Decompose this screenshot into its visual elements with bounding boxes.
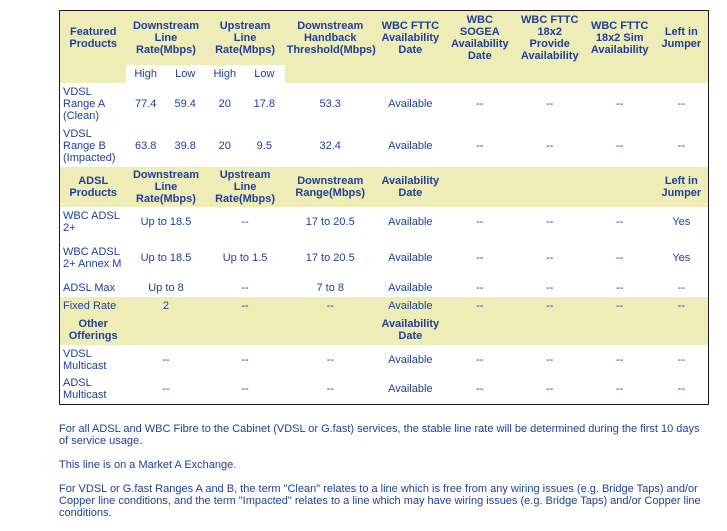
- availability-table: [59, 10, 709, 405]
- table-cell: --: [585, 279, 655, 297]
- table-cell: --: [515, 297, 585, 315]
- clean-impacted-note: For VDSL or G.fast Ranges A and B, the term "Clean" relates to a line which is free from any wiring issues (e.g. Bridge Taps) and/or Copper line conditions, and the term "Impacted" relates to a line which may have wiring issues (e.g. Bridge Taps) and/or Copper line conditions.: [59, 483, 701, 519]
- featured-products-header: Featured Products: [60, 11, 127, 65]
- table-cell: --: [585, 297, 655, 315]
- market-exchange-note: This line is on a Market A Exchange.: [59, 459, 237, 471]
- table-cell: --: [285, 297, 376, 315]
- table-cell: --: [515, 279, 585, 297]
- table-cell: --: [585, 207, 655, 237]
- table-row: [60, 125, 709, 167]
- adsl-header-row: [60, 167, 709, 207]
- table-cell: Available: [376, 125, 445, 167]
- table-cell: --: [515, 345, 585, 375]
- table-cell: 77.4: [126, 83, 165, 125]
- table-cell: 9.5: [244, 125, 285, 167]
- table-cell: 20: [206, 125, 245, 167]
- table-cell: --: [515, 237, 585, 279]
- product-name: WBC ADSL 2+: [60, 207, 127, 237]
- table-row: [60, 345, 709, 375]
- table-cell: Available: [376, 83, 445, 125]
- table-row: [60, 83, 709, 125]
- table-cell: --: [585, 125, 655, 167]
- product-name: VDSL Multicast: [60, 345, 127, 375]
- table-cell: --: [445, 237, 515, 279]
- table-cell: 17 to 20.5: [285, 207, 376, 237]
- table-cell: --: [445, 297, 515, 315]
- table-cell: 53.3: [285, 83, 376, 125]
- table-cell: 63.8: [126, 125, 165, 167]
- table-cell: --: [445, 207, 515, 237]
- table-cell: --: [515, 375, 585, 405]
- table-cell: Yes: [655, 207, 709, 237]
- table-cell: --: [445, 279, 515, 297]
- table-cell: --: [655, 279, 709, 297]
- table-cell: --: [585, 345, 655, 375]
- adsl-upstream-header: Upstream Line Rate(Mbps): [206, 167, 285, 207]
- table-cell: --: [515, 83, 585, 125]
- product-name: Fixed Rate: [60, 297, 127, 315]
- product-name: ADSL Max: [60, 279, 127, 297]
- table-cell: 39.8: [165, 125, 206, 167]
- table-cell: Up to 8: [126, 279, 205, 297]
- table-cell: Up to 18.5: [126, 207, 205, 237]
- table-row: [60, 375, 709, 405]
- table-cell: Available: [376, 297, 445, 315]
- other-header-row: [60, 315, 709, 345]
- table-cell: --: [515, 207, 585, 237]
- notes-section: [59, 423, 709, 531]
- stable-line-rate-note: For all ADSL and WBC Fibre to the Cabinet (VDSL or G.fast) services, the stable line rate will be determined during the first 10 days of service usage.: [59, 423, 700, 447]
- table-cell: --: [655, 375, 709, 405]
- table-cell: --: [445, 345, 515, 375]
- adsl-jumper-header: Left in Jumper: [655, 167, 709, 207]
- table-cell: Available: [376, 279, 445, 297]
- upstream-line-rate-header: Upstream Line Rate(Mbps): [206, 11, 285, 65]
- table-cell: --: [126, 345, 205, 375]
- table-cell: Available: [376, 345, 445, 375]
- table-cell: --: [585, 375, 655, 405]
- product-name: VDSL Range A (Clean): [60, 83, 127, 125]
- table-cell: 7 to 8: [285, 279, 376, 297]
- table-cell: Up to 18.5: [126, 237, 205, 279]
- table-cell: 2: [126, 297, 205, 315]
- table-cell: --: [206, 297, 285, 315]
- table-row: [60, 297, 709, 315]
- wbc-fttc-18x2-header: WBC FTTC 18x2 Provide Availability: [515, 11, 585, 65]
- left-in-jumper-header: Left in Jumper: [655, 11, 709, 65]
- table-cell: --: [655, 345, 709, 375]
- table-cell: --: [445, 375, 515, 405]
- table-cell: --: [445, 125, 515, 167]
- down-low-label: Low: [165, 65, 206, 83]
- table-cell: --: [206, 345, 285, 375]
- table-cell: --: [206, 279, 285, 297]
- other-offerings-header: Other Offerings: [60, 315, 127, 345]
- table-cell: Yes: [655, 237, 709, 279]
- up-high-label: High: [206, 65, 245, 83]
- adsl-downstream-header: Downstream Line Rate(Mbps): [126, 167, 205, 207]
- wbc-fttc-header: WBC FTTC Availability Date: [376, 11, 445, 65]
- table-cell: Available: [376, 375, 445, 405]
- other-availability-header: Availability Date: [376, 315, 445, 345]
- wbc-fttc-18x2-sim-header: WBC FTTC 18x2 Sim Availability: [585, 11, 655, 65]
- table-cell: --: [655, 297, 709, 315]
- table-cell: --: [285, 375, 376, 405]
- table-cell: --: [585, 237, 655, 279]
- table-cell: --: [206, 207, 285, 237]
- table-cell: --: [285, 345, 376, 375]
- down-high-label: High: [126, 65, 165, 83]
- downstream-line-rate-header: Downstream Line Rate(Mbps): [126, 11, 205, 65]
- product-name: WBC ADSL 2+ Annex M: [60, 237, 127, 279]
- table-cell: 20: [206, 83, 245, 125]
- featured-header-row: [60, 11, 709, 65]
- table-row: [60, 237, 709, 279]
- up-low-label: Low: [244, 65, 285, 83]
- table-cell: 59.4: [165, 83, 206, 125]
- adsl-availability-header: Availability Date: [376, 167, 445, 207]
- table-cell: Up to 1.5: [206, 237, 285, 279]
- table-cell: --: [655, 125, 709, 167]
- wbc-sogea-header: WBC SOGEA Availability Date: [445, 11, 515, 65]
- adsl-range-header: Downstream Range(Mbps): [285, 167, 376, 207]
- downstream-handback-header: Downstream Handback Threshold(Mbps): [285, 11, 376, 65]
- table-cell: --: [515, 125, 585, 167]
- table-cell: --: [126, 375, 205, 405]
- table-cell: --: [206, 375, 285, 405]
- high-low-row: [60, 65, 709, 83]
- table-cell: Available: [376, 207, 445, 237]
- product-name: ADSL Multicast: [60, 375, 127, 405]
- table-cell: --: [445, 83, 515, 125]
- table-cell: 32.4: [285, 125, 376, 167]
- table-cell: --: [655, 83, 709, 125]
- table-cell: --: [585, 83, 655, 125]
- product-name: VDSL Range B (Impacted): [60, 125, 127, 167]
- table-cell: Available: [376, 237, 445, 279]
- table-row: [60, 279, 709, 297]
- adsl-products-header: ADSL Products: [60, 167, 127, 207]
- table-cell: 17 to 20.5: [285, 237, 376, 279]
- table-cell: 17.8: [244, 83, 285, 125]
- table-row: [60, 207, 709, 237]
